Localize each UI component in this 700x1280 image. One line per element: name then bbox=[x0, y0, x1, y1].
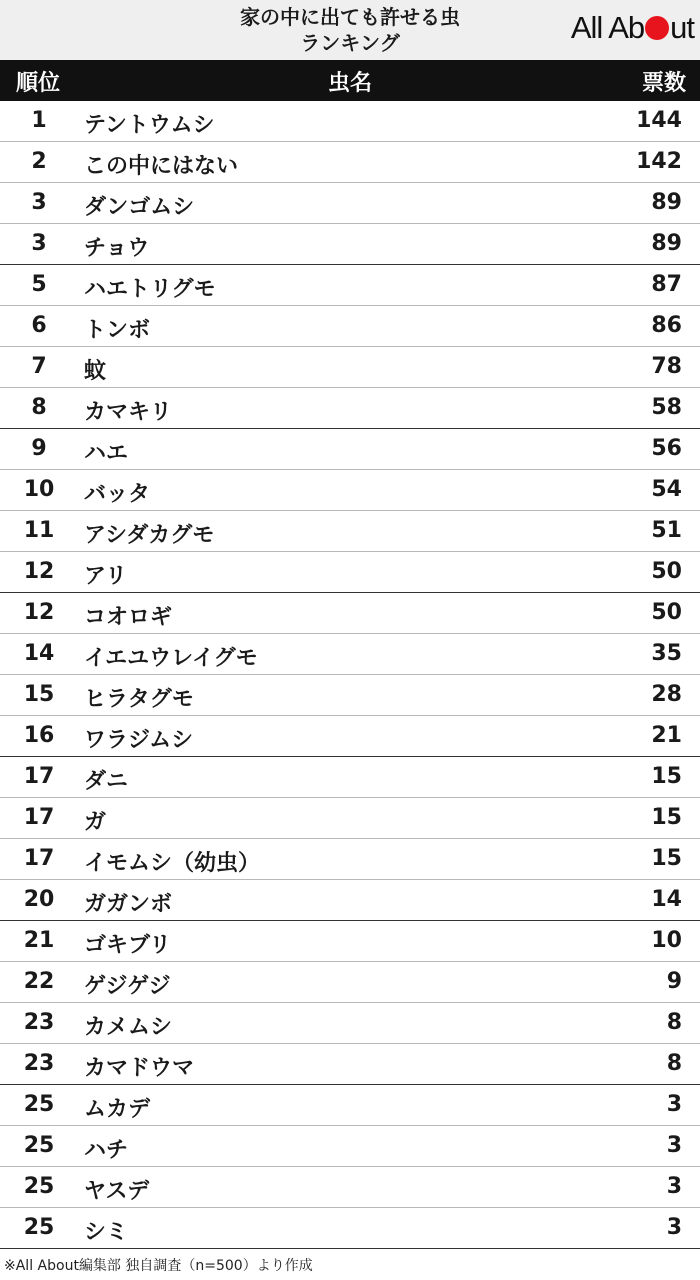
votes-cell: 8 bbox=[666, 1010, 682, 1035]
rank-cell: 17 bbox=[23, 846, 55, 871]
name-cell: ガガンボ bbox=[84, 892, 173, 917]
name-cell: イモムシ（幼虫） bbox=[84, 851, 261, 876]
rank-cell: 1 bbox=[31, 108, 47, 133]
name-cell: ダニ bbox=[84, 769, 129, 794]
table-row bbox=[0, 429, 700, 470]
name-cell: バッタ bbox=[84, 482, 151, 507]
votes-cell: 35 bbox=[651, 641, 682, 666]
table-row bbox=[0, 388, 700, 429]
name-cell: ハチ bbox=[84, 1138, 129, 1163]
name-cell: 蚊 bbox=[84, 359, 107, 384]
column-header-name: 虫名 bbox=[327, 71, 372, 96]
name-cell: ダンゴムシ bbox=[84, 195, 195, 220]
table-row bbox=[0, 470, 700, 511]
name-cell: カメムシ bbox=[84, 1015, 173, 1040]
name-cell: ガ bbox=[84, 810, 107, 835]
logo-red-dot-icon bbox=[645, 16, 669, 40]
votes-cell: 14 bbox=[651, 887, 682, 912]
table-row bbox=[0, 552, 700, 593]
title-line-1: 家の中に出ても許せる虫 bbox=[240, 5, 460, 29]
header bbox=[0, 0, 700, 60]
rank-cell: 10 bbox=[23, 477, 55, 502]
rank-cell: 12 bbox=[23, 559, 55, 584]
table-row bbox=[0, 593, 700, 634]
name-cell: コオロギ bbox=[84, 605, 173, 630]
name-cell: アリ bbox=[84, 564, 128, 589]
table-row bbox=[0, 1167, 700, 1208]
votes-cell: 3 bbox=[666, 1133, 682, 1158]
votes-cell: 56 bbox=[651, 436, 682, 461]
votes-cell: 10 bbox=[651, 928, 682, 953]
name-cell: トンボ bbox=[84, 318, 151, 343]
name-cell: ムカデ bbox=[84, 1097, 151, 1122]
name-cell: ゲジゲジ bbox=[84, 974, 171, 999]
column-header-votes: 票数 bbox=[641, 71, 686, 96]
table-row bbox=[0, 634, 700, 675]
votes-cell: 54 bbox=[651, 477, 682, 502]
ranking-table-body bbox=[0, 101, 700, 1249]
rank-cell: 20 bbox=[23, 887, 55, 912]
name-cell: ゴキブリ bbox=[84, 933, 172, 958]
name-cell: ハエトリグモ bbox=[84, 277, 216, 302]
name-cell: イエユウレイグモ bbox=[84, 646, 258, 671]
votes-cell: 3 bbox=[666, 1174, 682, 1199]
rank-cell: 17 bbox=[23, 764, 55, 789]
rank-cell: 7 bbox=[31, 354, 47, 379]
table-row bbox=[0, 839, 700, 880]
table-header bbox=[0, 60, 700, 101]
rank-cell: 23 bbox=[23, 1051, 55, 1076]
table-row bbox=[0, 1003, 700, 1044]
votes-cell: 8 bbox=[666, 1051, 682, 1076]
table-row bbox=[0, 880, 700, 921]
name-cell: カマドウマ bbox=[84, 1056, 195, 1081]
rank-cell: 8 bbox=[31, 395, 47, 420]
table-row bbox=[0, 962, 700, 1003]
votes-cell: 144 bbox=[636, 108, 682, 133]
column-header-rank: 順位 bbox=[16, 71, 61, 96]
name-cell: テントウムシ bbox=[84, 113, 215, 138]
table-row bbox=[0, 675, 700, 716]
rank-cell: 2 bbox=[31, 149, 47, 174]
votes-cell: 86 bbox=[651, 313, 682, 338]
table-row bbox=[0, 306, 700, 347]
votes-cell: 15 bbox=[651, 805, 682, 830]
votes-cell: 50 bbox=[651, 559, 682, 584]
name-cell: カマキリ bbox=[84, 400, 173, 425]
table-row bbox=[0, 1208, 700, 1249]
title-line-2: ランキング bbox=[300, 31, 400, 55]
rank-cell: 25 bbox=[23, 1174, 55, 1199]
votes-cell: 142 bbox=[636, 149, 682, 174]
table-row bbox=[0, 1126, 700, 1167]
table-row bbox=[0, 183, 700, 224]
rank-cell: 25 bbox=[23, 1092, 55, 1117]
name-cell: チョウ bbox=[84, 236, 150, 261]
rank-cell: 17 bbox=[23, 805, 55, 830]
logo-text-left: All Ab bbox=[570, 10, 645, 45]
votes-cell: 28 bbox=[651, 682, 682, 707]
rank-cell: 25 bbox=[23, 1215, 55, 1240]
name-cell: ヒラタグモ bbox=[84, 687, 194, 712]
name-cell: この中にはない bbox=[84, 154, 239, 179]
rank-cell: 9 bbox=[31, 436, 47, 461]
name-cell: ヤスデ bbox=[84, 1179, 150, 1204]
source-note: ※All About編集部 独自調査（n=500）より作成 bbox=[4, 1258, 313, 1274]
table-row bbox=[0, 757, 700, 798]
rank-cell: 21 bbox=[23, 928, 55, 953]
votes-cell: 58 bbox=[651, 395, 682, 420]
logo-text-right: ut bbox=[670, 10, 694, 45]
votes-cell: 51 bbox=[651, 518, 682, 543]
rank-cell: 3 bbox=[31, 190, 47, 215]
votes-cell: 87 bbox=[651, 272, 682, 297]
votes-cell: 15 bbox=[651, 846, 682, 871]
rank-cell: 11 bbox=[23, 518, 55, 543]
name-cell: ワラジムシ bbox=[84, 728, 194, 753]
votes-cell: 89 bbox=[651, 190, 682, 215]
rank-cell: 23 bbox=[23, 1010, 55, 1035]
rank-cell: 6 bbox=[31, 313, 47, 338]
table-row bbox=[0, 1085, 700, 1126]
rank-cell: 14 bbox=[23, 641, 55, 666]
table-row bbox=[0, 265, 700, 306]
votes-cell: 78 bbox=[651, 354, 682, 379]
table-row bbox=[0, 142, 700, 183]
table-row bbox=[0, 1044, 700, 1085]
rank-cell: 22 bbox=[23, 969, 55, 994]
votes-cell: 50 bbox=[651, 600, 682, 625]
rank-cell: 12 bbox=[23, 600, 55, 625]
votes-cell: 9 bbox=[666, 969, 682, 994]
table-row bbox=[0, 347, 700, 388]
allabout-logo bbox=[571, 10, 694, 46]
table-row bbox=[0, 224, 700, 265]
votes-cell: 15 bbox=[651, 764, 682, 789]
rank-cell: 25 bbox=[23, 1133, 55, 1158]
table-row bbox=[0, 716, 700, 757]
votes-cell: 21 bbox=[651, 723, 682, 748]
name-cell: シミ bbox=[84, 1220, 129, 1245]
rank-cell: 15 bbox=[23, 682, 55, 707]
rank-cell: 5 bbox=[31, 272, 47, 297]
table-row bbox=[0, 798, 700, 839]
rank-cell: 3 bbox=[31, 231, 47, 256]
table-row bbox=[0, 921, 700, 962]
table-row bbox=[0, 511, 700, 552]
table-row bbox=[0, 101, 700, 142]
name-cell: ハエ bbox=[84, 441, 129, 466]
votes-cell: 3 bbox=[666, 1092, 682, 1117]
votes-cell: 89 bbox=[651, 231, 682, 256]
votes-cell: 3 bbox=[666, 1215, 682, 1240]
rank-cell: 16 bbox=[23, 723, 55, 748]
name-cell: アシダカグモ bbox=[84, 523, 215, 548]
